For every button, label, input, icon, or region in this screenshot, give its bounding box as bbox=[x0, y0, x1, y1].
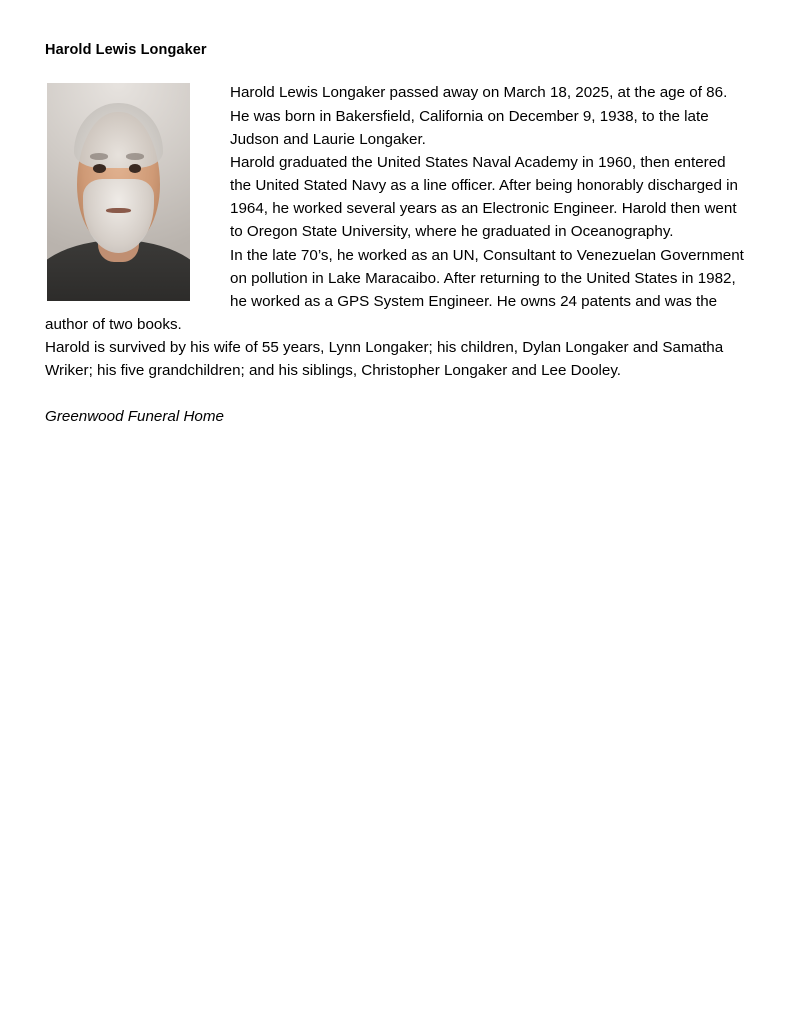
obituary-paragraph-2: Harold graduated the United States Naval Academy in 1960, then entered the United Stated Navy as a line officer. After being honorably discharged in 1964, he worked several years as an Electronic Engineer. Harold then went to Oregon State University, where he graduated in Oceanography. bbox=[230, 153, 738, 241]
photo-eyebrow-left bbox=[90, 153, 109, 160]
obituary-paragraph-1: Harold Lewis Longaker passed away on March 18, 2025, at the age of 86. He was born in Bakersfield, California on December 9, 1938, to the late Judson and Laurie Longaker. bbox=[230, 84, 728, 148]
photo-eye-right bbox=[129, 164, 142, 173]
obituary-text-block bbox=[45, 81, 747, 427]
photo-mouth bbox=[106, 208, 132, 213]
obituary-paragraph-3: In the late 70’s, he worked as an UN, Consultant to Venezuelan Government on pollution in Lake Maracaibo. After returning to the United States in 1982, he worked as a GPS System Engineer. He owns 24 patents and was the author of two books. bbox=[45, 246, 744, 334]
photo-eye-left bbox=[93, 164, 106, 173]
page-title: Harold Lewis Longaker bbox=[45, 42, 207, 58]
document-body bbox=[45, 42, 747, 443]
portrait-photo bbox=[47, 83, 190, 301]
funeral-home-signoff: Greenwood Funeral Home bbox=[45, 407, 224, 425]
photo-eyebrow-right bbox=[126, 153, 145, 160]
obituary-paragraph-4: Harold is survived by his wife of 55 years, Lynn Longaker; his children, Dylan Longaker and Samatha Wriker; his five grandchildren; and his siblings, Christopher Longaker and Lee Dooley. bbox=[45, 339, 724, 380]
